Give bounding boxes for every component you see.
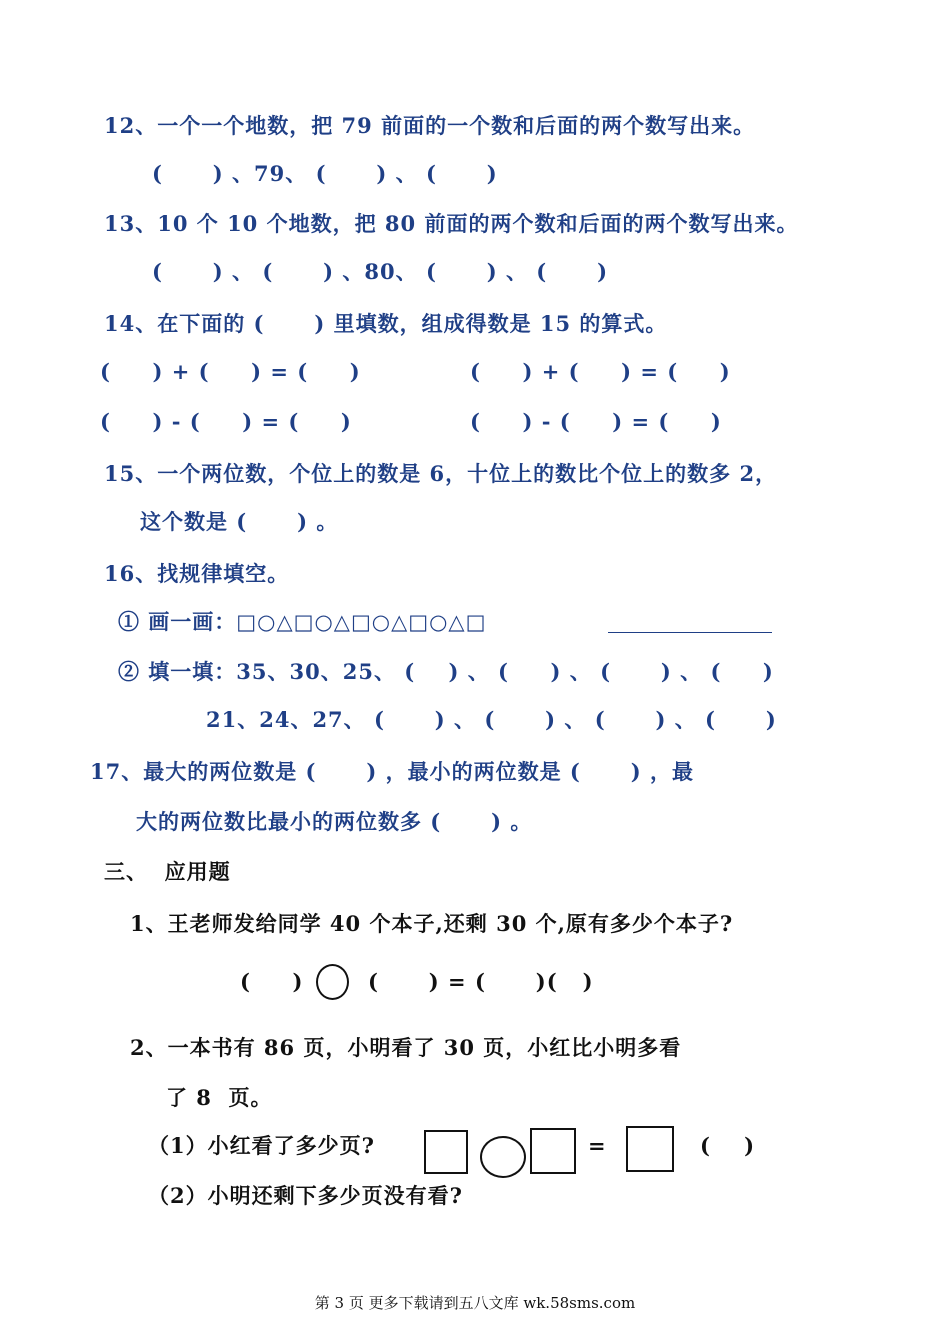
question-16: 16、找规律填空。	[104, 561, 290, 586]
question-14-sub-right: ( ) - ( ) = ( )	[470, 409, 722, 434]
application-2-continued: 了 8 页。	[166, 1085, 273, 1110]
application-1-left-blank: ( )	[240, 969, 304, 994]
application-2-part-1: （1）小红看了多少页?	[148, 1133, 375, 1158]
application-2: 2、一本书有 86 页，小明看了 30 页，小红比小明多看	[130, 1035, 682, 1060]
answer-square-icon	[530, 1128, 576, 1174]
question-16-draw: ① 画一画：□○△□○△□○△□○△□	[118, 609, 487, 634]
question-12-blanks: ( ) 、79、 ( ) 、 ( )	[152, 161, 498, 186]
operator-circle-icon	[480, 1136, 526, 1178]
question-14-add-left: ( ) + ( ) = ( )	[100, 359, 361, 384]
question-14-sub-left: ( ) - ( ) = ( )	[100, 409, 352, 434]
question-16-fill-row-1: ② 填一填：35、30、25、 ( ) 、 ( ) 、 ( ) 、 ( )	[118, 659, 774, 684]
equals-sign: =	[588, 1133, 607, 1158]
question-14: 14、在下面的 ( ) 里填数，组成得数是 15 的算式。	[104, 311, 668, 336]
question-16-fill-row-2: 21、24、27、 ( ) 、 ( ) 、 ( ) 、 ( )	[206, 707, 777, 732]
question-13-blanks: ( ) 、 ( ) 、80、 ( ) 、 ( )	[152, 259, 609, 284]
question-12: 12、一个一个地数，把 79 前面的一个数和后面的两个数写出来。	[104, 113, 756, 138]
page-footer: 第 3 页 更多下载请到五八文库 wk.58sms.com	[314, 1294, 636, 1312]
question-14-add-right: ( ) + ( ) = ( )	[470, 359, 731, 384]
question-17-continued: 大的两位数比最小的两位数多 ( ) 。	[136, 809, 533, 834]
question-15: 15、一个两位数，个位上的数是 6，十位上的数比个位上的数多 2，	[104, 461, 778, 486]
section-3-heading: 三、 应用题	[104, 859, 231, 884]
answer-square-icon	[424, 1130, 468, 1174]
operator-circle-icon	[316, 964, 349, 1000]
question-16-draw-answer-line	[608, 632, 772, 633]
application-1: 1、王老师发给同学 40 个本子,还剩 30 个,原有多少个本子?	[130, 911, 734, 936]
unit-blank: ( )	[700, 1133, 756, 1158]
application-1-right-blanks: ( ) = ( )( )	[368, 969, 594, 994]
question-17: 17、最大的两位数是 ( ) ，最小的两位数是 ( ) ，最	[90, 759, 694, 784]
question-15-continued: 这个数是 ( ) 。	[140, 509, 339, 534]
application-2-part-2: （2）小明还剩下多少页没有看?	[148, 1183, 463, 1208]
question-13: 13、10 个 10 个地数，把 80 前面的两个数和后面的两个数写出来。	[104, 211, 799, 236]
result-square-icon	[626, 1126, 674, 1172]
